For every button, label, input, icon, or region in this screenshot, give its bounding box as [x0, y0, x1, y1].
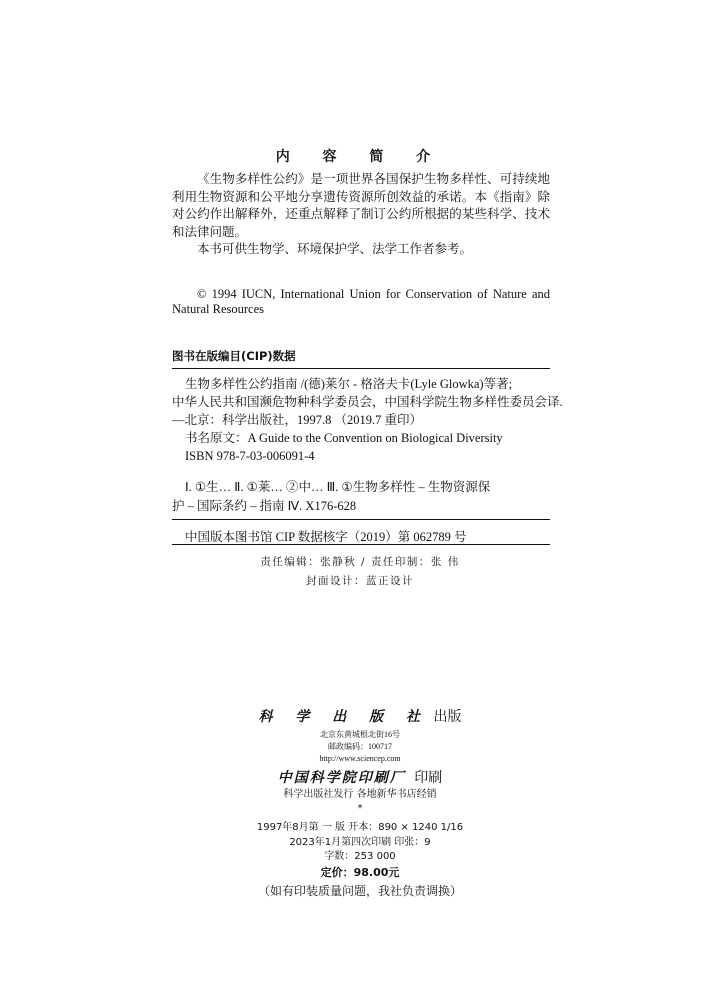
- cip-heading: 图书在版编目(CIP)数据: [172, 349, 296, 363]
- cip-line: 中华人民共和国濒危物种科学委员会，中国科学院生物多样性委员会译.: [172, 395, 563, 409]
- editor-credits: 责任编辑：张静秋 / 责任印制：张 伟: [260, 556, 460, 568]
- publisher-suffix: 出版: [433, 709, 462, 725]
- edition-info: 1997年8月第 一 版 开本：890 × 1240 1/16: [256, 822, 464, 833]
- summary-paragraph: 本书可供生物学、环境保护学、法学工作者参考。: [197, 241, 473, 256]
- summary-text: [172, 170, 550, 258]
- publisher-logo-text: 科 学 出 版 社: [258, 709, 430, 725]
- word-count: 字数：253 000: [324, 851, 396, 862]
- divider: [172, 544, 550, 545]
- summary-paragraph: 《生物多样性公约》是一项世界各国保护生物多样性、可持续地利用生物资源和公平地分享遗传资源所创效益的承诺。本《指南》除对公约作出解释外，还重点解释了制订公约所根据的某些科学、技术和法律问题。: [172, 171, 550, 239]
- copyright-text: © 1994 IUCN, International Union for Conservation of Nature and Natural Resources: [172, 287, 550, 316]
- printing-info: 2023年1月第四次印刷 印张：9: [289, 837, 431, 848]
- summary-title: 内 容 简 介: [275, 149, 445, 165]
- price: 定价：98.00元: [320, 866, 400, 879]
- cip-record: [172, 375, 563, 465]
- quality-notice: （如有印装质量问题，我社负责调换）: [257, 884, 462, 898]
- separator-star: *: [357, 803, 363, 814]
- copyright-notice: [172, 287, 550, 317]
- cip-line: 书名原文：A Guide to the Convention on Biological Diversity: [185, 431, 503, 445]
- publisher-postcode: 邮政编码：100717: [328, 742, 392, 751]
- cip-line: ISBN 978-7-03-006091-4: [185, 449, 315, 463]
- divider: [172, 519, 550, 520]
- printer-line: [0, 767, 720, 787]
- printer-suffix: 印刷: [414, 770, 443, 786]
- cip-number: 中国版本图书馆 CIP 数据核字（2019）第 062789 号: [185, 530, 467, 544]
- cip-line: —北京：科学出版社，1997.8 （2019.7 重印）: [172, 413, 423, 427]
- cip-classification: [172, 478, 550, 516]
- cover-design-credit: 封面设计：蓝正设计: [306, 575, 414, 587]
- printer-logo-text: 中国科学院印刷厂: [277, 770, 406, 786]
- divider: [172, 368, 550, 369]
- publisher-address: 北京东黄城根北街16号: [320, 730, 400, 739]
- publisher-url: http://www.sciencep.com: [319, 754, 401, 763]
- cip-line: 生物多样性公约指南 /(德)莱尔 - 格洛夫卡(Lyle Glowka)等著;: [185, 377, 513, 391]
- distribution: 科学出版社发行 各地新华书店经销: [283, 789, 437, 800]
- classification-line: 护 – 国际条约 – 指南 Ⅳ. X176-628: [172, 499, 357, 513]
- publisher-line: [0, 706, 720, 726]
- classification-line: Ⅰ. ①生… Ⅱ. ①莱… ②中… Ⅲ. ①生物多样性 – 生物资源保: [185, 480, 491, 494]
